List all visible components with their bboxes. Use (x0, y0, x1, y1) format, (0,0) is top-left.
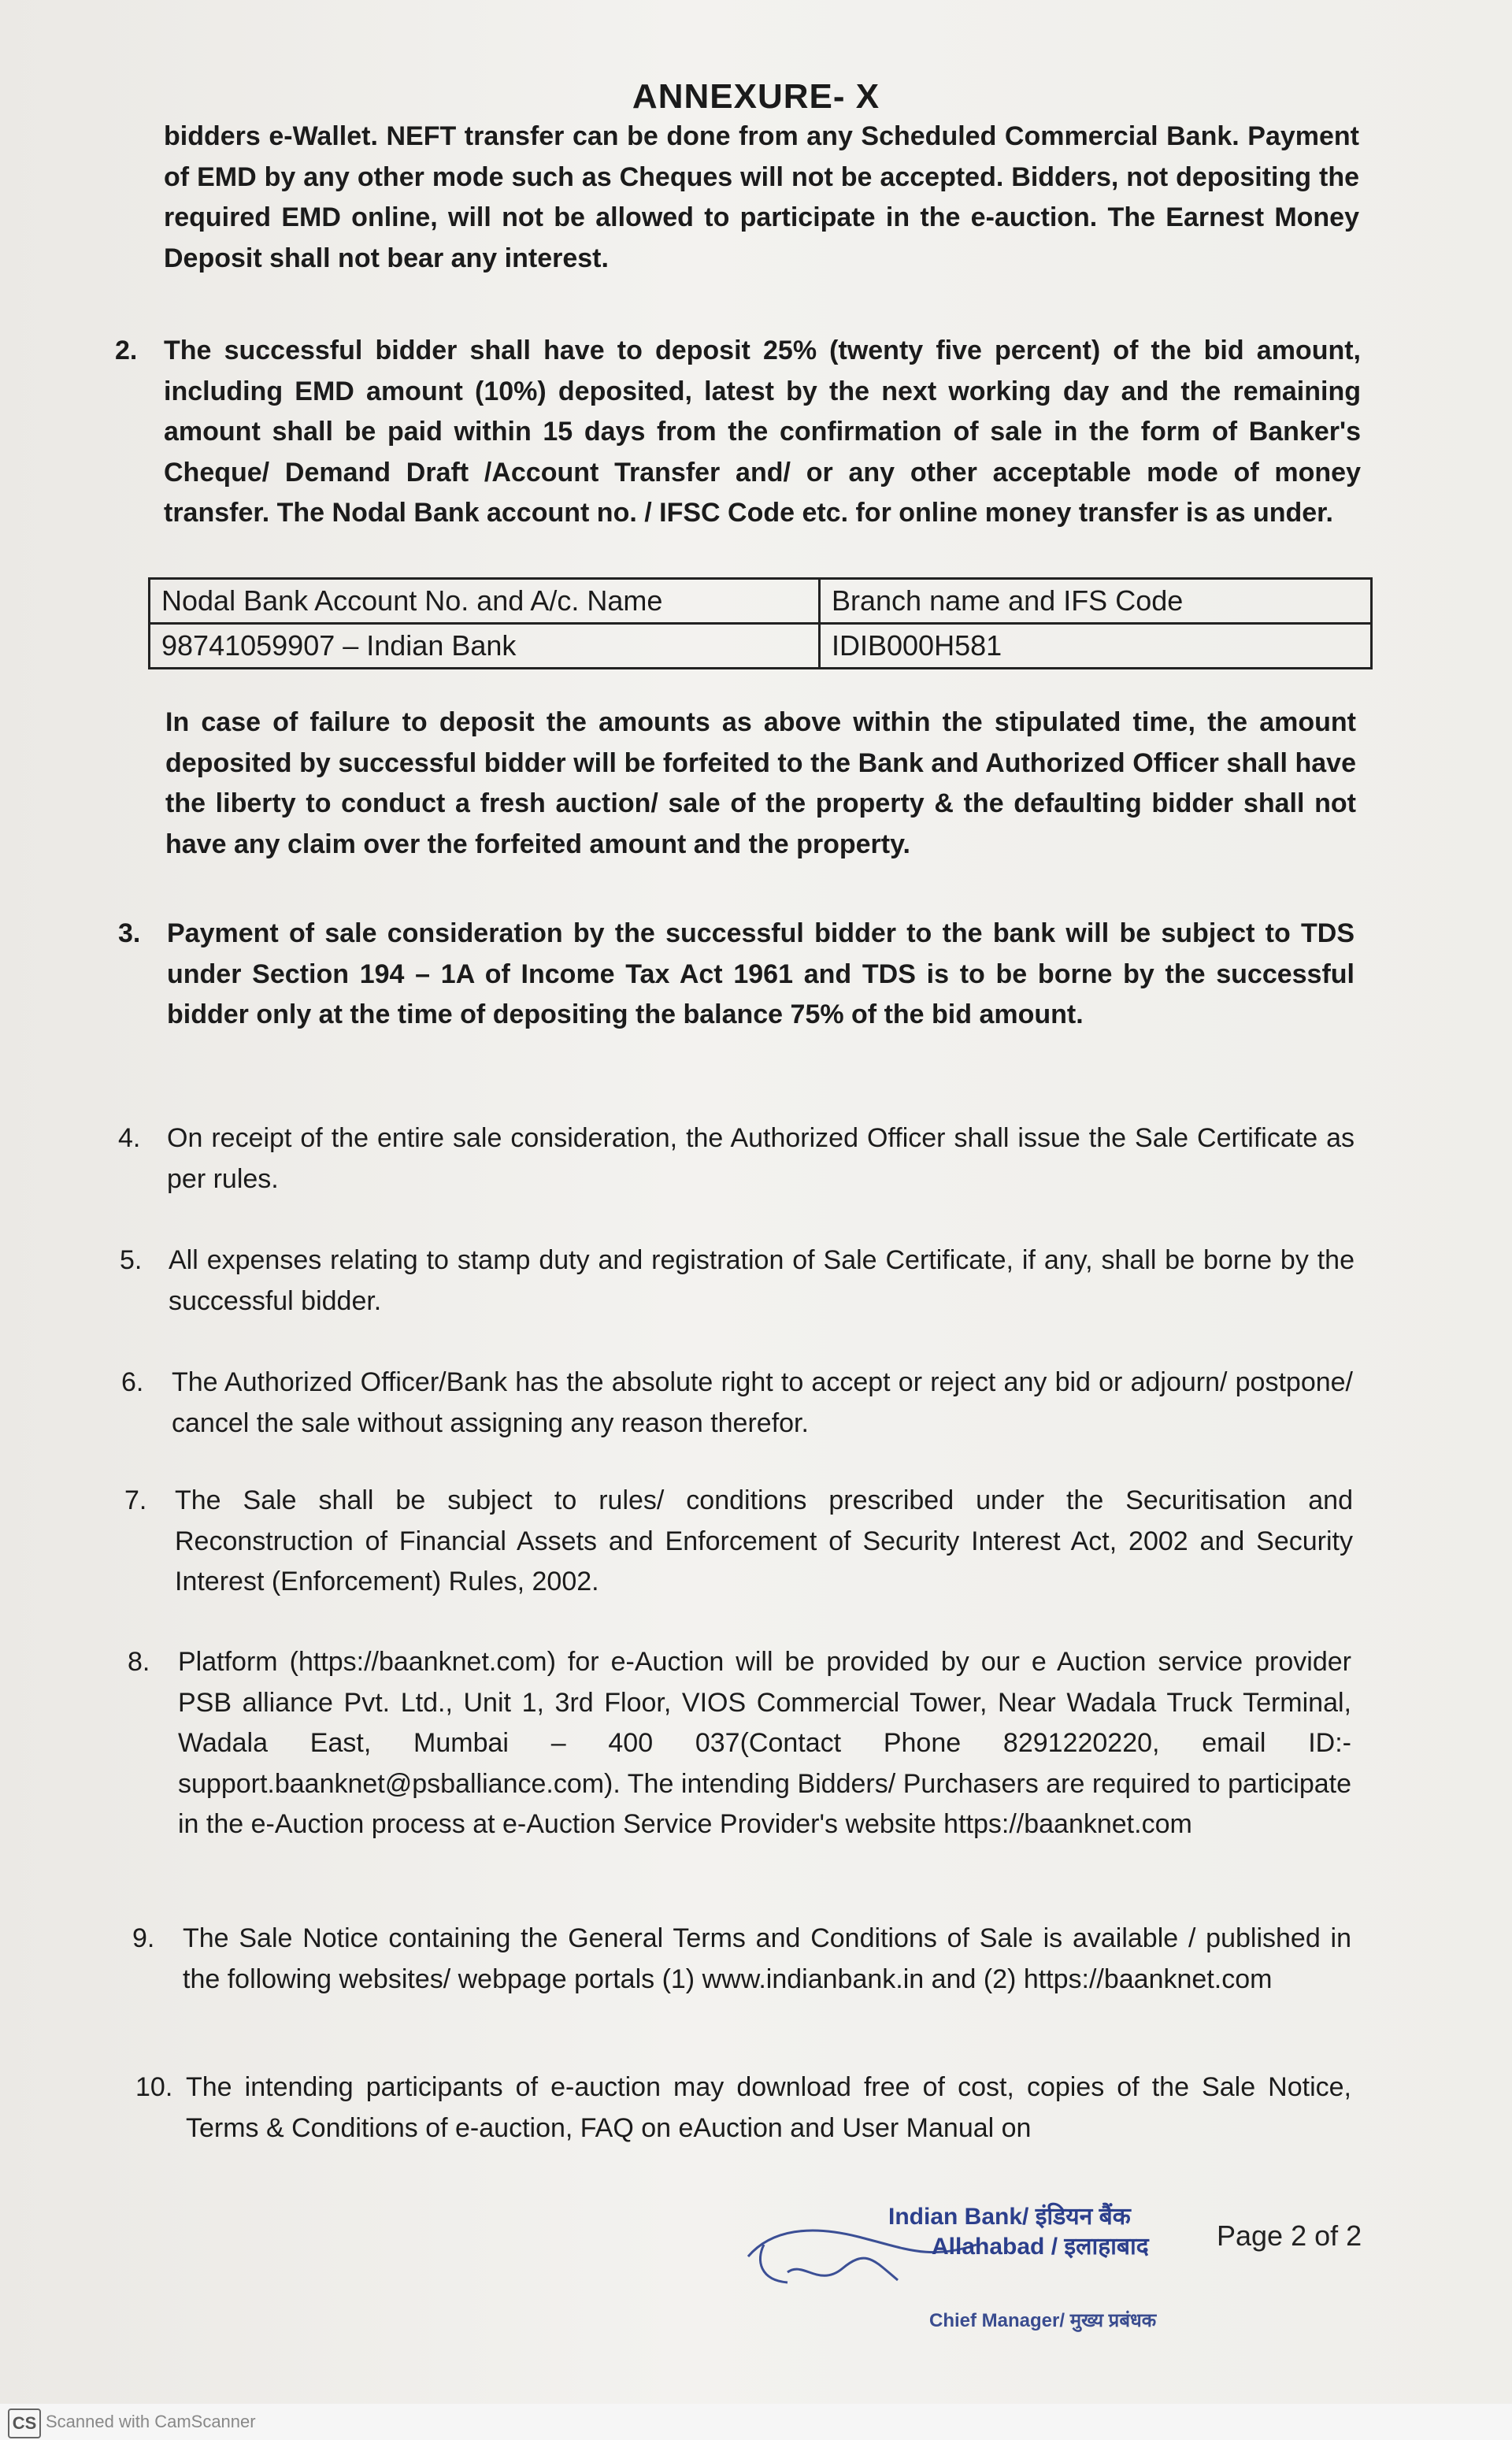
item-number: 8. (128, 1647, 150, 1677)
table-header-account: Nodal Bank Account No. and A/c. Name (150, 579, 820, 624)
table-header-row (150, 579, 1372, 624)
table-header-branch: Branch name and IFS Code (820, 579, 1372, 624)
item-number: 6. (121, 1367, 144, 1397)
annexure-title: ANNEXURE- X (632, 77, 880, 116)
failure-note: In case of failure to deposit the amounts as above within the stipulated time, the amount deposited by successful bidder will be forfeited to the Bank and Authorized Officer shall have the liberty to conduct a fresh auction/ sale of the property & the defaulting bidder shall not have any claim over the forfeited amount and the property. (165, 707, 1356, 859)
nodal-bank-table (148, 577, 1373, 669)
item-6-text: The Authorized Officer/Bank has the absolute right to accept or reject any bid or adjourn/ postpone/ cancel the sale without assigning any reason therefor. (172, 1367, 1353, 1438)
item-2-text: The successful bidder shall have to deposit 25% (twenty five percent) of the bid amount, including EMD amount (10%) deposited, latest by the next working day and the remaining amount shall be paid within 15 days from the confirmation of sale in the form of Banker's Cheque/ Demand Draft /Account Transfer and/ or any other acceptable mode of money transfer. The Nodal Bank account no. / IFSC Code etc. for online money transfer is as under. (164, 336, 1361, 528)
account-number-cell: 98741059907 – Indian Bank (150, 624, 820, 669)
item-8-text: Platform (https://baanknet.com) for e-Auction will be provided by our e Auction service provider PSB alliance Pvt. Ltd., Unit 1, 3rd Floor, VIOS Commercial Tower, Near Wadala Truck Terminal, Wadala East, Mumbai – 400 037(Contact Phone 8291220220, email ID:- support.baanknet@psballiance.com). The intending Bidders/ Purchasers are required to participate in the e-Auction process at e-Auction Service Provider's website https://baanknet.com (178, 1647, 1351, 1839)
scanner-watermark: Scanned with CamScanner (46, 2412, 256, 2431)
stamp-line-1: Indian Bank/ इंडियन बैंक (888, 2204, 1131, 2230)
item-7-text: The Sale shall be subject to rules/ conditions prescribed under the Securitisation and Reconstruction of Financial Assets and Enforcement of Security Interest Act, 2002 and Security Interest (Enforcement) Rules, 2002. (175, 1485, 1353, 1596)
item-number: 4. (118, 1123, 141, 1153)
item-number: 5. (120, 1245, 143, 1275)
item-5-text: All expenses relating to stamp duty and registration of Sale Certificate, if any, shall be borne by the successful bidder. (169, 1245, 1354, 1316)
intro-paragraph: bidders e-Wallet. NEFT transfer can be done from any Scheduled Commercial Bank. Payment of EMD by any other mode such as Cheques will not be accepted. Bidders, not depositing the required EMD online, will not be allowed to participate in the e-auction. The Earnest Money Deposit shall not bear any interest. (164, 121, 1359, 273)
stamp-line-2: Allahabad / इलाहाबाद (932, 2234, 1149, 2260)
item-number: 9. (132, 1923, 155, 1953)
table-row (150, 624, 1372, 669)
item-4-text: On receipt of the entire sale consideration, the Authorized Officer shall issue the Sale Certificate as per rules. (167, 1123, 1354, 1194)
item-number: 10. (135, 2072, 173, 2102)
ifsc-code-cell: IDIB000H581 (820, 624, 1372, 669)
item-3-text: Payment of sale consideration by the successful bidder to the bank will be subject to TDS under Section 194 – 1A of Income Tax Act 1961 and TDS is to be borne by the successful bidder only at the time of depositing the balance 75% of the bid amount. (167, 918, 1354, 1029)
page-number: Page 2 of 2 (1217, 2219, 1362, 2252)
officer-stamp: Chief Manager/ मुख्य प्रबंधक (929, 2310, 1157, 2331)
item-number: 7. (124, 1485, 147, 1515)
item-number: 3. (118, 918, 141, 948)
bank-stamp (888, 2202, 1149, 2262)
item-10-text: The intending participants of e-auction may download free of cost, copies of the Sale Notice, Terms & Conditions of e-auction, FAQ on eAuction and User Manual on (186, 2072, 1351, 2143)
item-number: 2. (115, 336, 138, 365)
item-9-text: The Sale Notice containing the General Terms and Conditions of Sale is available / published in the following websites/ webpage portals (1) www.indianbank.in and (2) https://baanknet.com (183, 1923, 1351, 1994)
camscanner-logo-icon: CS (8, 2408, 41, 2438)
